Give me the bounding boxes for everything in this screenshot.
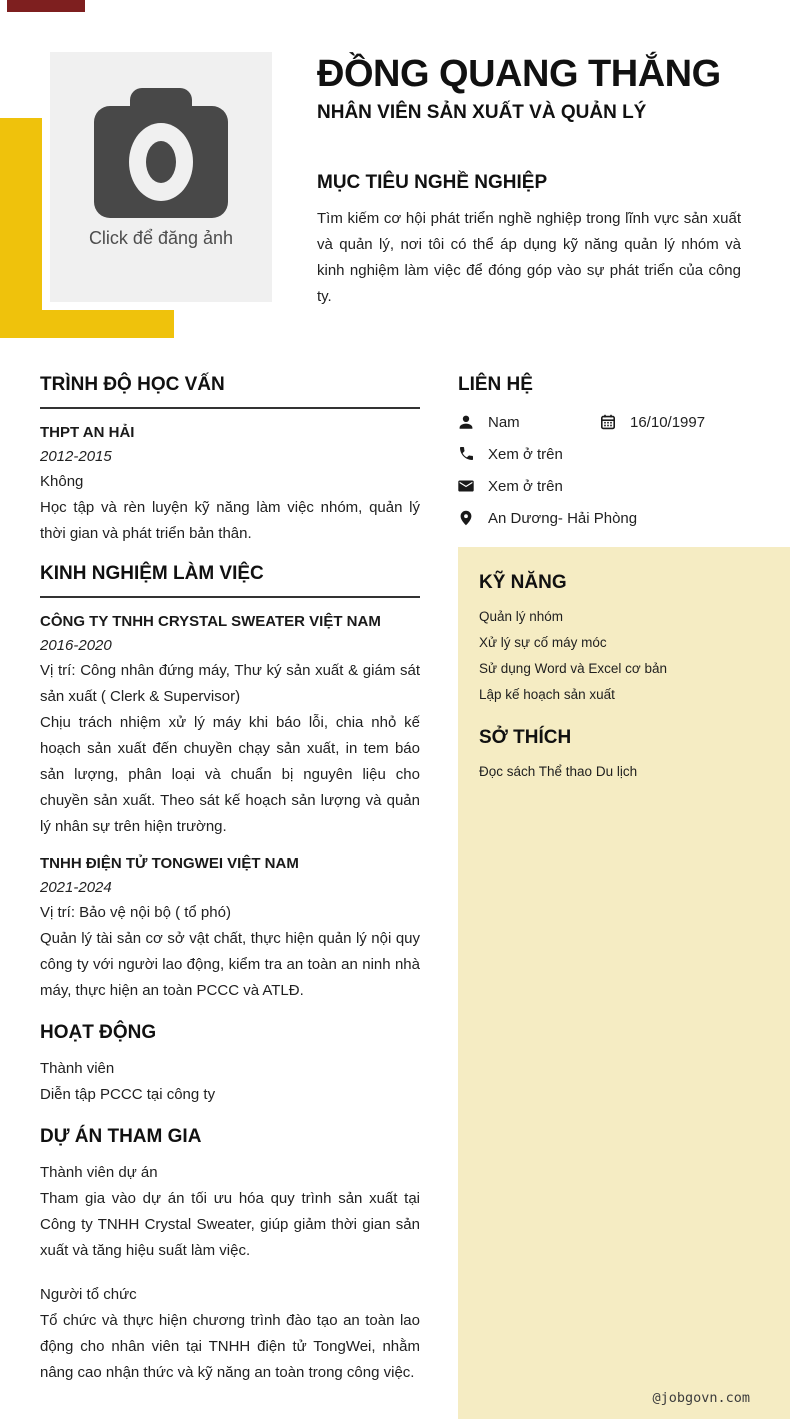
contact-section <box>458 372 758 534</box>
activity-role: Thành viên <box>40 1060 115 1077</box>
education-heading: TRÌNH ĐỘ HỌC VẤN <box>40 372 420 409</box>
project-description: Tham gia vào dự án tối ưu hóa quy trình sản xuất tại Công ty TNHH Crystal Sweater, giúp giảm thời gian sản xuất và tăng hiệu suất làm việc. <box>40 1190 420 1259</box>
job-period: 2021-2024 <box>40 879 112 896</box>
contact-row-address <box>458 502 758 534</box>
objective-text: Tìm kiếm cơ hội phát triển nghề nghiệp trong lĩnh vực sản xuất và quản lý, nơi tôi có thể áp dụng kỹ năng quản lý nhóm và kinh nghiệm làm việc để đóng góp vào sự phát triển của công ty. <box>317 210 741 305</box>
education-major: Không <box>40 473 84 490</box>
project-description: Tổ chức và thực hiện chương trình đào tạo an toàn lao động cho nhân viên tại TNHH điện tử TongWei, nhằm nâng cao nhận thức và kỹ năng an toàn trong công việc. <box>40 1312 420 1381</box>
project-role: Người tổ chức <box>40 1286 137 1303</box>
contact-gender: Nam <box>488 413 520 431</box>
education-school: THPT AN HẢI <box>40 424 135 441</box>
project-role: Thành viên dự án <box>40 1164 158 1181</box>
email-icon <box>458 478 474 494</box>
photo-upload-label[interactable]: Click để đăng ảnh <box>88 228 234 248</box>
calendar-icon <box>600 414 616 430</box>
contact-row-email <box>458 470 758 502</box>
skills-heading: KỸ NĂNG <box>479 572 567 593</box>
contact-heading: LIÊN HỆ <box>458 374 533 395</box>
skill-item: Lập kế hoạch sản xuất <box>479 687 615 702</box>
activity-description: Diễn tập PCCC tại công ty <box>40 1086 216 1103</box>
location-icon <box>458 510 474 526</box>
person-icon <box>458 414 474 430</box>
phone-icon <box>458 446 474 462</box>
camera-icon <box>94 88 228 218</box>
left-column <box>40 372 420 1386</box>
contact-row-gender-birthday <box>458 406 758 438</box>
skill-item: Quản lý nhóm <box>479 609 564 624</box>
site-watermark: @jobgovn.com <box>652 1390 750 1406</box>
objective-heading: MỤC TIÊU NGHỀ NGHIỆP <box>317 172 548 193</box>
job-period: 2016-2020 <box>40 637 112 654</box>
photo-upload-box[interactable] <box>50 52 272 302</box>
job-company: CÔNG TY TNHH CRYSTAL SWEATER VIỆT NAM <box>40 613 381 630</box>
skills-panel <box>458 547 790 1419</box>
experience-heading: KINH NGHIỆM LÀM VIỆC <box>40 561 420 598</box>
skill-item: Sử dụng Word và Excel cơ bản <box>479 661 667 676</box>
candidate-name: ĐỒNG QUANG THẮNG <box>317 53 721 95</box>
contact-birthday: 16/10/1997 <box>630 413 706 431</box>
job-company: TNHH ĐIỆN TỬ TONGWEI VIỆT NAM <box>40 855 299 872</box>
contact-address: An Dương- Hải Phòng <box>488 509 638 527</box>
contact-email: Xem ở trên <box>488 477 563 495</box>
yellow-accent-horizontal-bar <box>0 310 174 338</box>
activities-heading: HOẠT ĐỘNG <box>40 1022 157 1043</box>
yellow-accent-vertical-bar <box>0 118 42 338</box>
job-description: Chịu trách nhiệm xử lý máy khi báo lỗi, chia nhỏ kế hoạch sản xuất đến chuyền chạy sản xuất, in tem báo sản lượng, phân loại và chuẩn bị nguyên liệu cho chuyền sản xuất. Theo sát kế hoạch sản lượng và quản lý nhân sự trên hiện trường. <box>40 714 420 835</box>
job-position: Vị trí: Công nhân đứng máy, Thư ký sản xuất & giám sát sản xuất ( Clerk & Supervisor) <box>40 662 420 705</box>
projects-heading: DỰ ÁN THAM GIA <box>40 1126 202 1147</box>
top-accent-bar <box>7 0 85 12</box>
education-description: Học tập và rèn luyện kỹ năng làm việc nhóm, quản lý thời gian và phát triển bản thân. <box>40 499 420 542</box>
objective-section <box>317 170 741 310</box>
hobbies-heading: SỞ THÍCH <box>479 727 572 748</box>
job-position: Vị trí: Bảo vệ nội bộ ( tổ phó) <box>40 904 231 921</box>
education-period: 2012-2015 <box>40 448 112 465</box>
candidate-job-title: NHÂN VIÊN SẢN XUẤT VÀ QUẢN LÝ <box>317 102 647 123</box>
contact-row-phone <box>458 438 758 470</box>
skill-item: Xử lý sự cố máy móc <box>479 635 607 650</box>
job-description: Quản lý tài sản cơ sở vật chất, thực hiện quản lý nội quy công ty với người lao động, kiểm tra an toàn an ninh nhà máy, thực hiện an toàn PCCC và ATLĐ. <box>40 930 420 999</box>
hobbies-text: Đọc sách Thể thao Du lịch <box>479 764 638 779</box>
skills-list <box>479 604 770 708</box>
contact-phone: Xem ở trên <box>488 445 563 463</box>
